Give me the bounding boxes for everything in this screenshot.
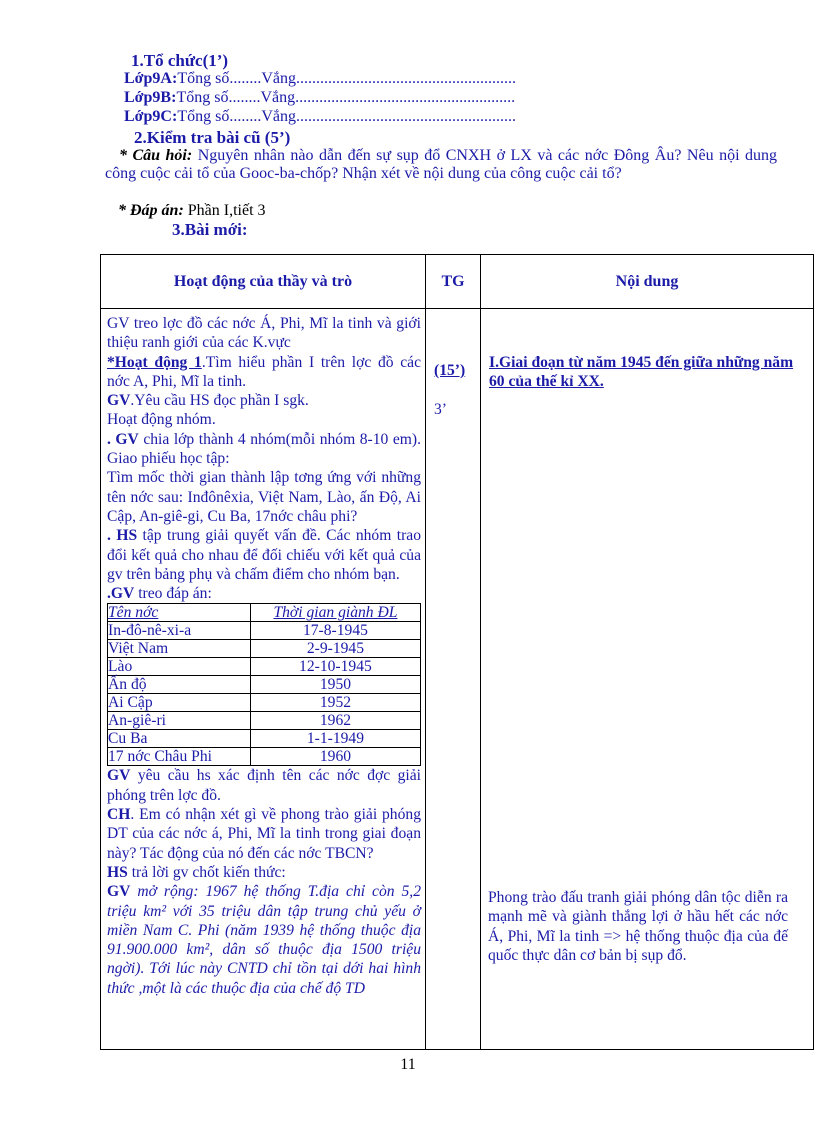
table-row (108, 676, 421, 694)
class-9b-line (124, 89, 515, 107)
class-9c-line (124, 108, 516, 126)
country-cell: In-đô-nê-xi-a (108, 622, 251, 640)
gv-text: chia lớp thành 4 nhóm(mỗi nhóm 8-10 em). Giao phiếu học tập: (107, 430, 422, 468)
question-text: . Em có nhận xét gì về phong trào giải phóng DT của các nớc á, Phi, Mĩ la tinh trong giai đoạn này? Tác động của nó đến các nớc TBCN? (107, 806, 421, 862)
para-task: Tìm mốc thời gian thành lập tơng ứng với những tên nớc sau: Inđônêxia, Việt Nam, Lào, ấn Độ, Ai Cập, An-giê-gi, Cu Ba, 17nớc châu phi? (107, 469, 421, 525)
content-conclusion: Phong trào đấu tranh giải phóng dân tộc diễn ra mạnh mẽ và giành thắng lợi ở hầu hết các nớc Á, Phi, Mĩ la tinh => hệ thống thuộc địa của đế quốc thực dân cơ bản bị sụp đổ. (488, 889, 788, 964)
table-row (108, 712, 421, 730)
hs-label: . HS (107, 527, 138, 545)
country-header: Tên nớc (108, 604, 251, 622)
table-row (108, 748, 421, 766)
country-cell: Lào (108, 658, 251, 676)
content-section-title: I.Giai đoạn từ năm 1945 đến giữa những năm 60 của thế kỉ XX. (489, 354, 794, 390)
class-label: Lớp9A: (124, 70, 178, 87)
table-row (108, 730, 421, 748)
class-attendance: Tổng số........Vắng....................................................... (176, 89, 516, 106)
para-gv-3 (107, 584, 421, 603)
question-text: Nguyên nhân nào dẫn đến sự sụp đổ CNXH ở LX và các nớc Đông Âu? Nêu nội dung công cuộc cải tổ của Gooc-ba-chốp? Nhận xét về nội dung của công cuộc cải tổ? (105, 147, 778, 182)
class-attendance: Tổng số........Vắng....................................................... (177, 108, 516, 125)
gv-text: yêu cầu hs xác định tên các nớc đợc giải phóng trên lợc đồ. (107, 767, 421, 804)
para-group-work: Hoạt động nhóm. (107, 411, 216, 429)
activity-cell (101, 309, 426, 1050)
gv-label: . GV (107, 430, 139, 448)
para-activity-1 (107, 353, 421, 392)
date-cell: 1962 (250, 712, 420, 730)
section-2-heading: 2.Kiểm tra bài cũ (5’) (134, 128, 291, 147)
para-question (107, 805, 421, 863)
country-cell: Việt Nam (108, 640, 251, 658)
question-label: CH (107, 806, 131, 824)
time-text (426, 309, 480, 419)
class-label: Lớp9B: (124, 89, 177, 106)
country-cell: An-giê-ri (108, 712, 251, 730)
date-cell: 12-10-1945 (250, 658, 420, 676)
gv-label: .GV (107, 585, 135, 603)
para-intro: GV treo lợc đồ các nớc Á, Phi, Mĩ la tinh và giới thiệu ranh giới của các K.vực (107, 315, 421, 352)
para-hs-2 (107, 863, 421, 882)
table-row (108, 622, 421, 640)
hs-text: tập trung giải quyết vấn đề. Các nhóm trao đổi kết quả cho nhau để đối chiếu với kết quả của gv trên bảng phụ và chấm điểm cho nhóm bạn. (107, 527, 421, 583)
class-attendance: Tổng số........Vắng....................................................... (177, 70, 516, 87)
date-cell: 1-1-1949 (250, 730, 420, 748)
time-part: 3’ (434, 401, 447, 418)
date-cell: 1950 (250, 676, 420, 694)
para-hs-1 (107, 526, 421, 584)
class-label: Lớp9C: (124, 108, 178, 125)
question-paragraph (105, 147, 777, 183)
country-cell: Ai Cập (108, 694, 251, 712)
time-cell (426, 309, 481, 1050)
table-row (108, 694, 421, 712)
answer-text: Phần I,tiết 3 (187, 202, 266, 219)
independence-table (107, 603, 421, 766)
answer-label: * Đáp án: (118, 202, 184, 219)
answer-line (118, 202, 266, 220)
section-1-heading: 1.Tổ chức(1’) (131, 51, 229, 70)
hs-text: trả lời gv chốt kiến thức: (131, 863, 286, 881)
gv-text: treo đáp án: (138, 585, 212, 603)
date-cell: 1960 (250, 748, 420, 766)
activity-text (101, 309, 425, 998)
class-9a-line (124, 70, 516, 88)
independence-table-header (108, 604, 421, 622)
gv-label: GV (107, 883, 131, 901)
section-3-heading: 3.Bài mới: (172, 220, 248, 239)
country-cell: 17 nớc Châu Phi (108, 748, 251, 766)
table-header-row (101, 255, 814, 309)
para-gv-2 (107, 430, 421, 469)
para-gv-4 (107, 766, 421, 805)
country-cell: Cu Ba (108, 730, 251, 748)
date-header: Thời gian giành ĐL (250, 604, 420, 622)
gv-text: .Yêu cầu HS đọc phần I sgk. (130, 392, 309, 410)
hs-label: HS (107, 863, 128, 881)
page-number: 11 (400, 1056, 416, 1073)
activity-1-text: .Tìm hiểu phần I trên lợc đồ các nớc A, Phi, Mĩ la tinh. (107, 353, 421, 390)
gv-extended-text: mở rộng: 1967 hệ thống T.địa chỉ còn 5,2 triệu km² với 35 triệu dân tập trung chủ yếu ở miền Nam C. Phi (năm 1939 hệ thống thuộc địa 91.900.000 km², dân số thuộc địa 1500 triệu ngời). Tới lúc này CNTD chỉ tồn tại dới hai hình thức ,một là các thuộc địa của chế độ TD (107, 883, 421, 997)
date-cell: 17-8-1945 (250, 622, 420, 640)
table-row (108, 658, 421, 676)
header-time: TG (426, 255, 481, 309)
para-gv-5 (107, 882, 421, 998)
gv-label: GV (107, 767, 131, 785)
country-cell: Ấn độ (108, 676, 251, 694)
date-cell: 1952 (250, 694, 420, 712)
date-cell: 2-9-1945 (250, 640, 420, 658)
time-total: (15’) (434, 362, 466, 379)
para-gv-1 (107, 391, 421, 410)
table-row (108, 640, 421, 658)
gv-label: GV (107, 392, 131, 410)
header-activity: Hoạt động của thầy và trò (101, 255, 426, 309)
question-label: * Câu hỏi: (119, 147, 193, 164)
header-content: Nội dung (481, 255, 814, 309)
activity-1-label: *Hoạt động 1 (107, 353, 202, 371)
